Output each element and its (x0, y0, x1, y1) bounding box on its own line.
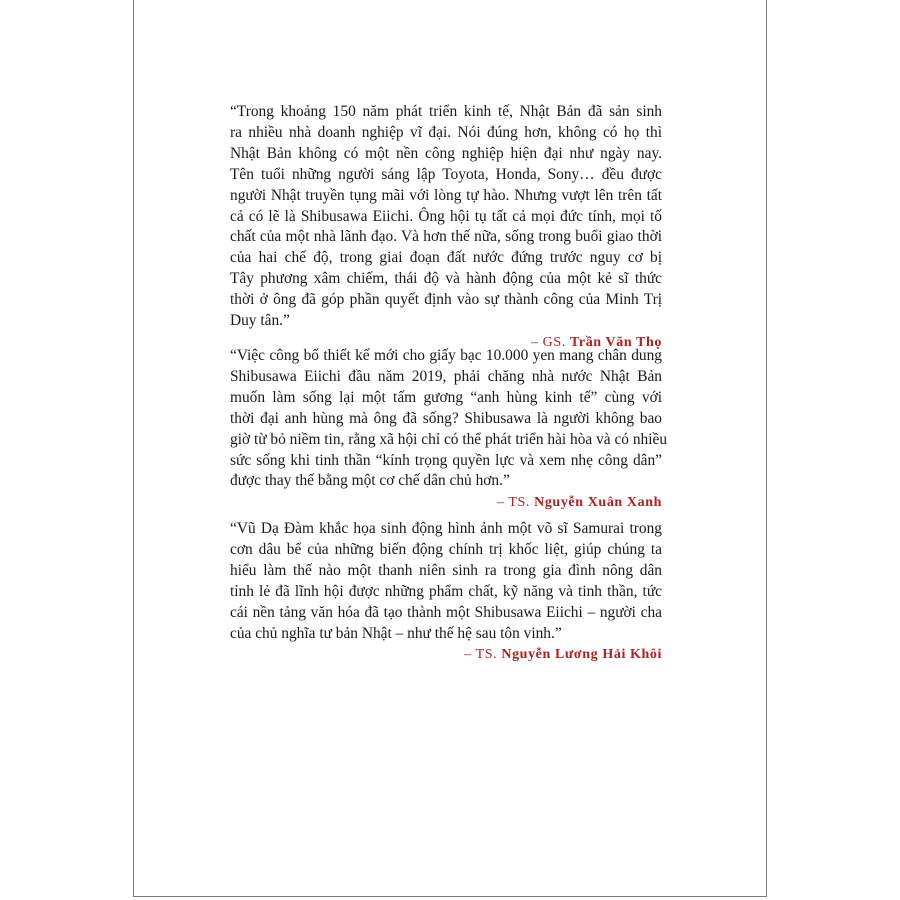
quote-line: Tên tuổi những người sáng lập Toyota, Honda, Sony… đều được (230, 165, 662, 183)
attribution-title: – TS. (496, 495, 531, 511)
quote-line: Duy tân.” (230, 312, 290, 330)
quote-line: thời đại anh hùng mà ông đã sống? Shibusawa là người không bao (230, 409, 662, 427)
quote-line: “Trong khoảng 150 năm phát triển kinh tế, Nhật Bản đã sản sinh (230, 103, 662, 120)
quote-line: người Nhật truyền tụng mãi với lòng tự hào. Nhưng vượt lên trên tất (230, 186, 662, 204)
quote-line: cái nền tảng văn hóa đã tạo thành một Shibusawa Eiichi – người cha (230, 603, 662, 621)
quote-line: của hai chế độ, trong giai đoạn đất nước đứng trước nguy cơ bị (230, 249, 662, 267)
quote-text (230, 519, 662, 644)
quote-line: thời ở ông đã góp phần quyết định vào sự thành công của Minh Trị (230, 291, 662, 309)
quote-line: của chủ nghĩa tư bản Nhật – như thế hệ sau tôn vinh.” (230, 624, 562, 642)
quote-line: giờ từ bỏ niềm tin, rằng xã hội chỉ có thể phát triển hài hòa và có nhiều (230, 430, 668, 448)
attribution (230, 646, 662, 664)
attribution-title: – GS. (530, 334, 566, 350)
attribution-name: Nguyễn Xuân Xanh (534, 495, 662, 511)
attribution-name: Trần Văn Thọ (569, 334, 662, 350)
quote-line: hiểu làm thế nào một thanh niên sinh ra trong gia đình nông dân (230, 561, 662, 579)
quote-block-1 (230, 102, 662, 352)
quote-line: Nhật Bản không có một nền công nghiệp hiện đại như ngày nay. (230, 144, 662, 162)
quote-line: được thay thế bằng một cơ chế dân chủ hơn.” (230, 472, 510, 490)
attribution-title: – TS. (464, 647, 498, 663)
attribution-name: Nguyễn Lương Hải Khôi (501, 647, 662, 663)
quote-line: muốn làm sống lại một tấm gương “anh hùng kinh tế” cùng với (230, 388, 662, 406)
quote-line: Shibusawa Eiichi đầu năm 2019, phải chăng nhà nước Nhật Bản (230, 367, 662, 385)
quote-block-2 (230, 346, 668, 512)
quote-line: cơn dâu bể của những biến động chính trị khốc liệt, giúp chúng ta (230, 540, 662, 558)
quote-line: cả có lẽ là Shibusawa Eiichi. Ông hội tụ tất cả mọi đức tính, mọi tố (230, 207, 662, 225)
quote-line: Tây phương xâm chiếm, thái độ và hành động của một kẻ sĩ thức (230, 270, 662, 288)
quote-line: tỉnh lẻ đã lĩnh hội được những phẩm chất, kỹ năng và tinh thần, tức (230, 582, 662, 600)
quote-line: “Vũ Dạ Đàm khắc họa sinh động hình ảnh một võ sĩ Samurai trong (230, 520, 662, 537)
quote-line: sức sống khi tinh thần “kính trọng quyền lực và xem nhẹ công dân” (230, 451, 662, 469)
attribution (230, 494, 662, 512)
quote-line: chất của một nhà lãnh đạo. Và hơn thế nữa, sống trong buổi giao thời (230, 228, 662, 246)
quote-text (230, 102, 662, 332)
quote-line: “Việc công bố thiết kế mới cho giấy bạc 10.000 yen mang chân dung (230, 347, 662, 364)
book-page (133, 0, 767, 897)
quote-line: ra nhiều nhà doanh nghiệp vĩ đại. Nói đúng hơn, không có họ thì (230, 123, 662, 141)
quote-text (230, 346, 668, 492)
quote-block-3 (230, 519, 662, 664)
